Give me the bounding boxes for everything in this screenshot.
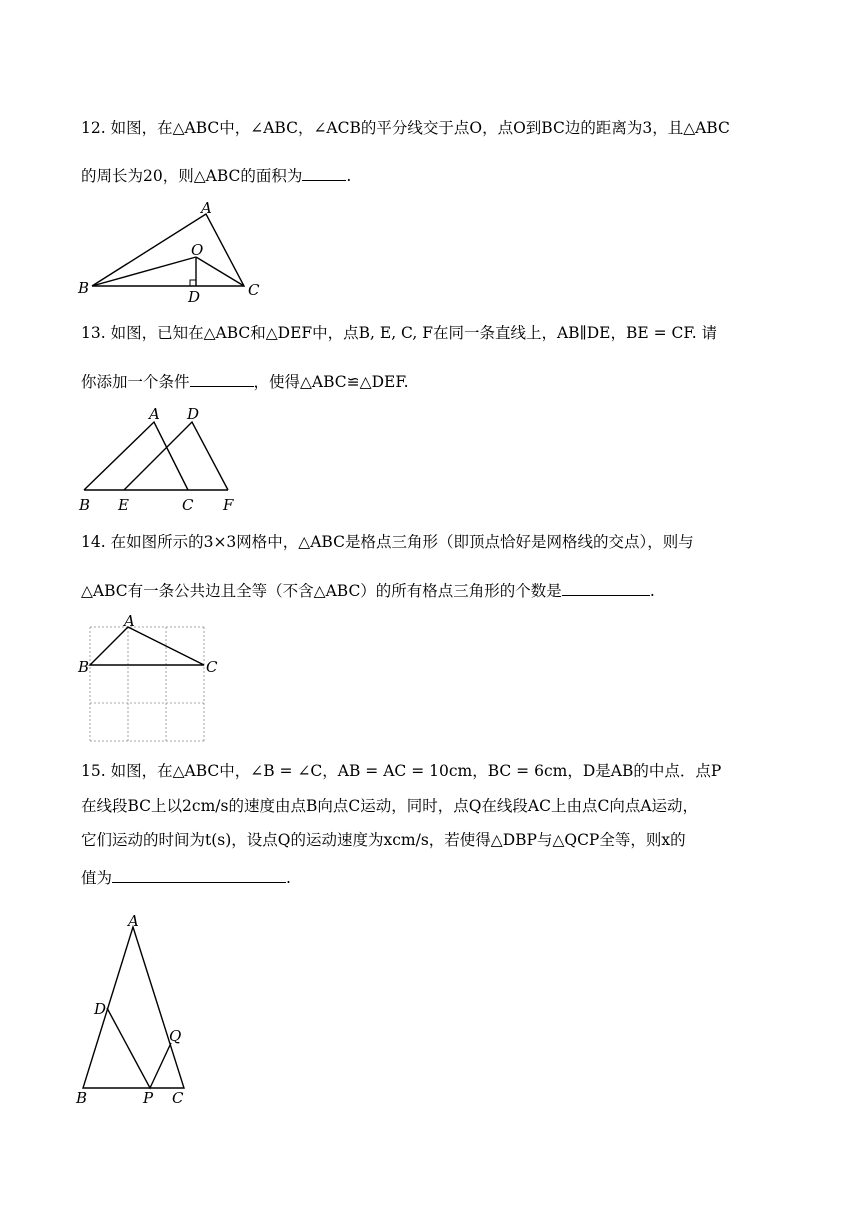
q13-answer-blank[interactable]	[190, 372, 254, 387]
q14-triangle-abc	[90, 627, 204, 665]
q13-text-post: ，使得△ABC≌△DEF.	[253, 373, 409, 391]
q12-label-b: B	[78, 279, 90, 297]
q15-text-pre: 值为	[81, 869, 113, 887]
q12-triangle-figure	[70, 194, 270, 304]
q15-label-c: C	[172, 1089, 184, 1107]
q15-label-p: P	[143, 1089, 154, 1107]
q15-segments-dpq	[107, 1008, 171, 1088]
q13-label-c: C	[182, 496, 194, 514]
q15-text-post: .	[286, 869, 291, 887]
q15-label-q: Q	[169, 1027, 182, 1045]
q14-grid-figure	[70, 610, 230, 750]
q12-bisector-bo	[92, 257, 196, 286]
q14-answer-blank[interactable]	[562, 581, 650, 596]
q15-label-d: D	[94, 1000, 107, 1018]
q12-label-o: O	[191, 241, 204, 259]
q12-answer-blank[interactable]	[302, 166, 346, 181]
q15-label-b: B	[76, 1089, 88, 1107]
q13-triangle-abc	[84, 422, 188, 490]
q13-text-line2	[81, 372, 409, 391]
q14-label-a: A	[124, 612, 135, 630]
q12-right-angle-mark	[190, 280, 196, 286]
q12-text-pre: 的周长为20，则△ABC的面积为	[81, 167, 303, 185]
q14-text-line2	[81, 581, 655, 600]
q13-triangles-figure	[70, 402, 260, 514]
q12-label-c: C	[248, 281, 260, 299]
q12-text-post: .	[346, 167, 352, 185]
q14-label-c: C	[206, 658, 218, 676]
q15-triangle-figure	[70, 910, 210, 1110]
q12-text-line2	[81, 166, 351, 185]
q13-label-f: F	[223, 496, 234, 514]
q12-text-line1: 12. 如图，在△ABC中，∠ABC，∠ACB的平分线交于点O，点O到BC边的距离为3，且△ABC	[81, 119, 730, 137]
q13-label-d: D	[187, 405, 200, 423]
q15-text-line2: 在线段BC上以2cm/s的速度由点B向点C运动，同时，点Q在线段AC上由点C向点A运动，	[81, 797, 699, 815]
q13-triangle-def	[124, 422, 228, 490]
q12-triangle-abc	[92, 214, 244, 286]
q14-text-line1: 14. 在如图所示的3×3网格中，△ABC是格点三角形（即顶点恰好是网格线的交点），则与	[81, 533, 694, 551]
q13-text-line1: 13. 如图，已知在△ABC和△DEF中，点B, E, C, F在同一条直线上，AB∥DE，BE = CF. 请	[81, 324, 718, 342]
q12-label-d: D	[188, 288, 201, 306]
q13-label-e: E	[118, 496, 129, 514]
q15-label-a: A	[128, 912, 139, 930]
q14-text-pre: △ABC有一条公共边且全等（不含△ABC）的所有格点三角形的个数是	[81, 582, 562, 600]
q12-label-a: A	[201, 199, 212, 217]
q15-text-line3: 它们运动的时间为t(s)，设点Q的运动速度为xcm/s，若使得△DBP与△QCP全等，则x的	[81, 831, 686, 849]
q13-label-b: B	[79, 496, 91, 514]
q14-label-b: B	[78, 658, 90, 676]
q13-text-pre: 你添加一个条件	[81, 373, 190, 391]
q15-text-line1: 15. 如图，在△ABC中，∠B = ∠C，AB = AC = 10cm，BC = 6cm，D是AB的中点．点P	[81, 762, 722, 780]
q14-grid-lines	[90, 627, 204, 741]
q15-answer-blank[interactable]	[112, 868, 286, 883]
q13-label-a: A	[149, 405, 160, 423]
q14-text-post: .	[649, 582, 655, 600]
q15-text-line4	[81, 868, 291, 887]
